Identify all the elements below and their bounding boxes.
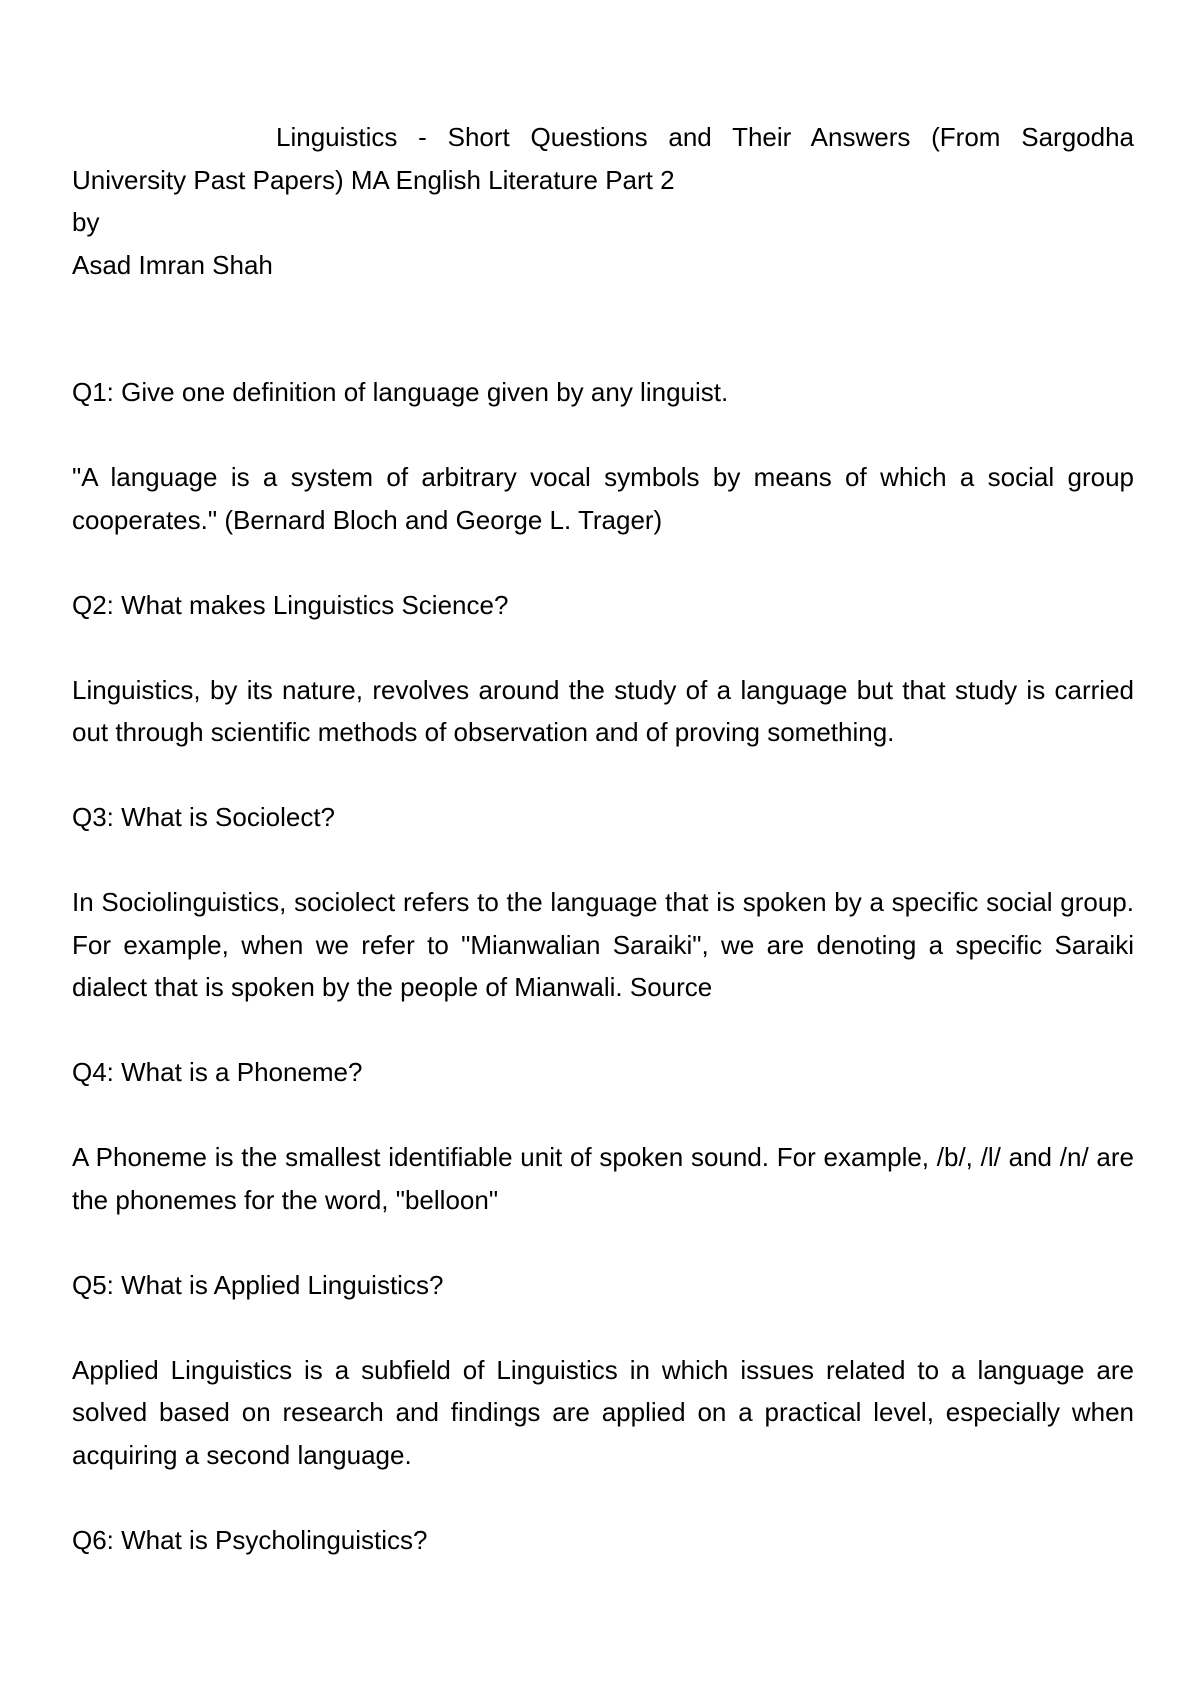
spacer [72,626,1134,669]
spacer [72,1306,1134,1349]
answer-4: A Phoneme is the smallest identifiable unit of spoken sound. For example, /b/, /l/ and /n/ are the phonemes for the word, "belloon" [72,1142,1134,1215]
spacer [72,1009,1134,1052]
spacer [72,754,1134,797]
document-title-line-2: University Past Papers) MA English Literature Part 2 [72,164,675,195]
question-1: Q1: Give one definition of language given by any linguist. [72,377,729,407]
document-page [72,116,1134,1561]
spacer [72,541,1134,584]
answer-5: Applied Linguistics is a subfield of Linguistics in which issues related to a language are solved based on research and findings are applied on a practical level, especially when acquiring a second language. [72,1354,1134,1470]
document-title-line-1: Linguistics - Short Questions and Their Answers (From Sargodha [276,122,1134,152]
answer-3: In Sociolinguistics, sociolect refers to the language that is spoken by a specific social group. For example, when we refer to "Mianwalian Saraiki", we are denoting a specific Saraiki dialect that is spoken by the people of Mianwali. Source [72,887,1134,1002]
spacer [72,414,1134,457]
spacer [72,839,1134,882]
spacer [72,1221,1134,1264]
author-name: Asad Imran Shah [72,249,273,280]
answer-2: Linguistics, by its nature, revolves around the study of a language but that study is carried out through scientific methods of observation and of proving something. [72,674,1134,747]
spacer [72,286,1134,329]
byline: by [72,207,100,237]
question-2: Q2: What makes Linguistics Science? [72,589,509,620]
answer-1: "A language is a system of arbitrary vocal symbols by means of which a social group cooperates." (Bernard Bloch and George L. Trager) [72,462,1134,535]
spacer [72,329,1134,372]
spacer [72,1476,1134,1519]
question-6: Q6: What is Psycholinguistics? [72,1524,428,1555]
question-3: Q3: What is Sociolect? [72,802,335,832]
question-4: Q4: What is a Phoneme? [72,1057,363,1087]
question-5: Q5: What is Applied Linguistics? [72,1269,444,1300]
spacer [72,1094,1134,1137]
